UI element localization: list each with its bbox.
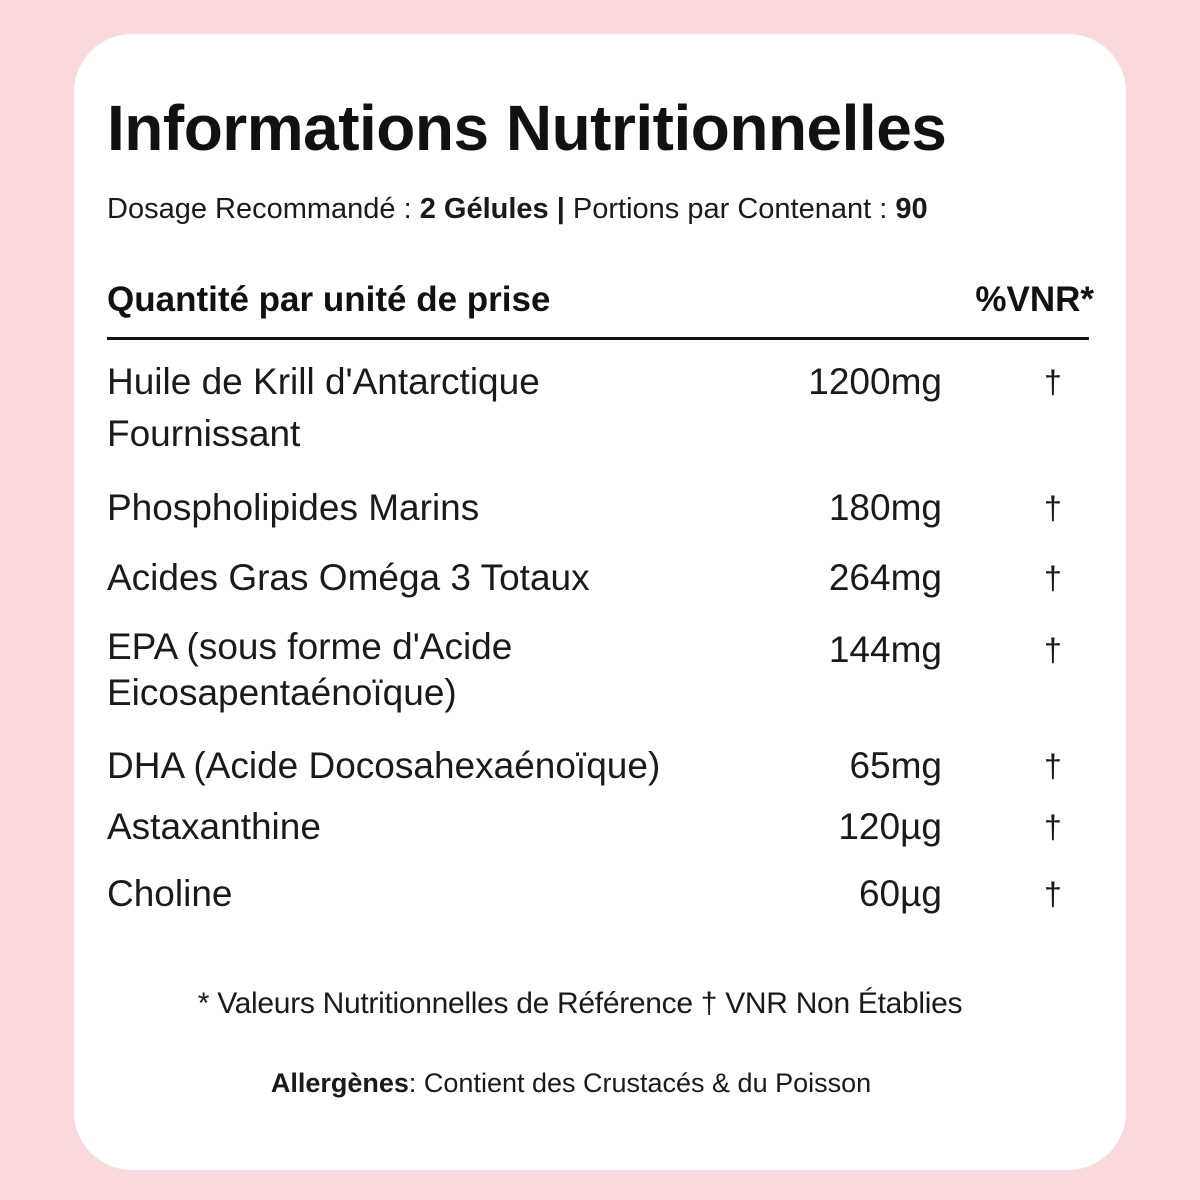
nutrient-amount: 180mg — [828, 487, 942, 528]
nutrient-name-line2: Fournissant — [107, 413, 301, 454]
portions-value: 90 — [895, 193, 928, 225]
nutrient-amount: 120µg — [838, 806, 942, 847]
allergens-text: : Contient des Crustacés & du Poisson — [408, 1068, 872, 1098]
nutrient-vnr: † — [1044, 748, 1062, 784]
nutrient-name — [107, 356, 540, 460]
nutrient-name: Choline — [107, 873, 233, 914]
vnr-footnote: * Valeurs Nutritionnelles de Référence † VNR Non Établies — [197, 987, 963, 1020]
nutrient-amount: 144mg — [828, 629, 942, 670]
nutrient-name-line2: Eicosapentaénoïque) — [107, 672, 457, 713]
table-header-vnr: %VNR* — [975, 280, 1094, 319]
serving-info — [107, 190, 928, 228]
nutrient-name: Acides Gras Oméga 3 Totaux — [107, 557, 590, 598]
nutrient-amount: 264mg — [828, 557, 942, 598]
nutrient-name — [107, 624, 512, 716]
nutrient-vnr: † — [1044, 560, 1062, 596]
header-divider — [107, 337, 1089, 340]
serving-separator: | — [548, 193, 573, 225]
dose-label: Dosage Recommandé : — [107, 193, 420, 225]
dose-value: 2 Gélules — [419, 193, 549, 225]
nutrient-name: Phospholipides Marins — [107, 487, 480, 528]
nutrient-name: DHA (Acide Docosahexaénoïque) — [107, 745, 661, 786]
page-title: Informations Nutritionnelles — [107, 92, 947, 164]
nutrient-vnr: † — [1044, 632, 1062, 668]
nutrient-name-line1: EPA (sous forme d'Acide — [107, 626, 513, 667]
nutrient-vnr: † — [1044, 364, 1062, 400]
allergens-label: Allergènes — [270, 1068, 409, 1098]
table-header-label: Quantité par unité de prise — [107, 280, 551, 319]
nutrient-vnr: † — [1044, 490, 1062, 526]
nutrient-name-line1: Huile de Krill d'Antarctique — [107, 361, 540, 402]
nutrient-amount: 60µg — [858, 873, 942, 914]
nutrient-amount: 65mg — [849, 745, 942, 786]
nutrient-amount: 1200mg — [808, 361, 942, 402]
nutrient-name: Astaxanthine — [107, 806, 321, 847]
allergens-notice — [0, 1066, 1142, 1100]
nutrient-vnr: † — [1044, 876, 1062, 912]
nutrient-vnr: † — [1044, 809, 1062, 845]
portions-label: Portions par Contenant : — [572, 193, 896, 225]
